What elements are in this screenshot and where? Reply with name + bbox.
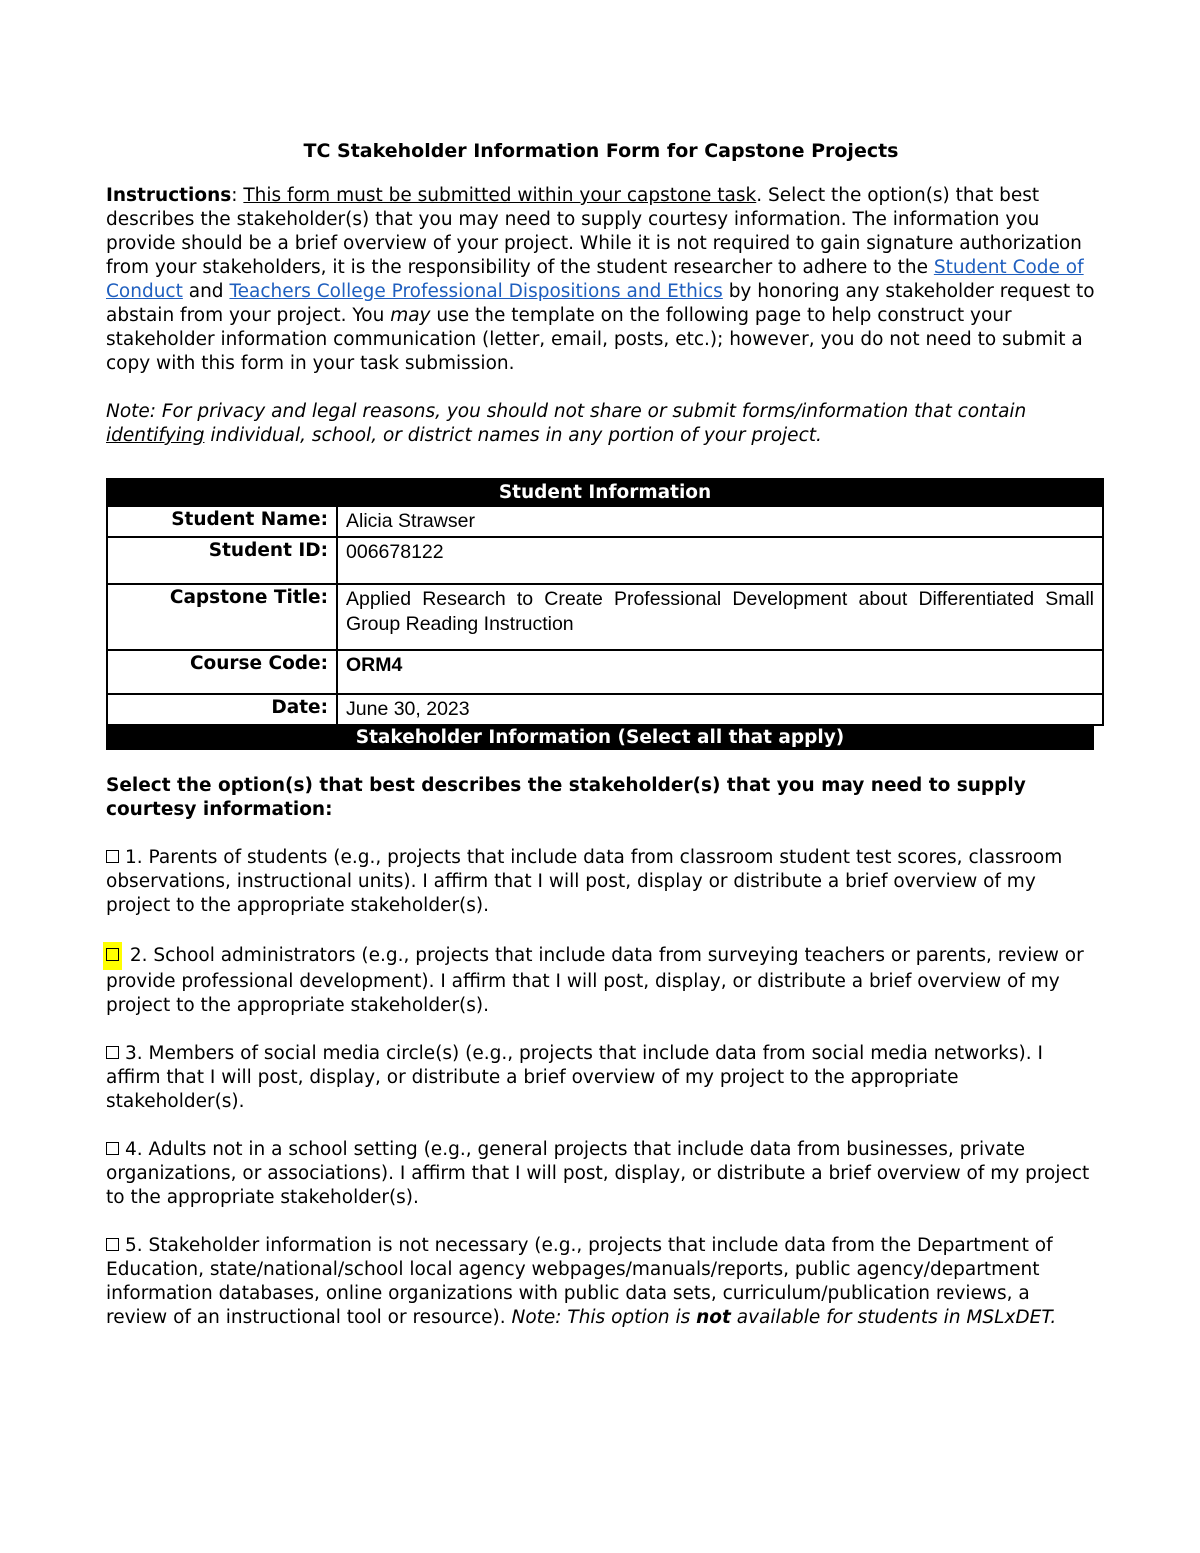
- stakeholder-info-header: Stakeholder Information (Select all that apply): [106, 726, 1094, 750]
- option-1: [106, 846, 1096, 918]
- table-header-row: [107, 479, 1103, 506]
- option-5: [106, 1234, 1096, 1330]
- instructions-text-1: . Select the option(s) that best describes the stakeholder(s) that you may need to supply courtesy information. The information you provide should be a brief overview of your project. While it is not required to gain signature authorization from your stakeholders, it is the responsibility of the student researcher to adhere to the: [106, 185, 1082, 278]
- checkbox-option-4[interactable]: [106, 1142, 119, 1155]
- course-code-value: ORM4: [337, 650, 1103, 694]
- form-page: [106, 140, 1096, 1349]
- student-info-header: Student Information: [107, 479, 1103, 506]
- checkbox-option-2[interactable]: [106, 948, 119, 961]
- option-5-note-1: Note: This option is: [511, 1307, 697, 1328]
- student-id-label: Student ID:: [107, 537, 337, 584]
- select-heading: Select the option(s) that best describes the stakeholder(s) that you may need to supply courtesy information:: [106, 775, 1026, 820]
- date-value: June 30, 2023: [337, 694, 1103, 725]
- checkbox-option-1[interactable]: [106, 850, 119, 863]
- student-name-label: Student Name:: [107, 506, 337, 537]
- page-title: TC Stakeholder Information Form for Capstone Projects: [303, 140, 899, 162]
- instructions-label: Instructions: [106, 185, 232, 206]
- instructions-text-2: by honoring any stakeholder request to abstain from your project. You: [106, 281, 1095, 326]
- checkbox-option-5[interactable]: [106, 1238, 119, 1251]
- option-2-text: 2. School administrators (e.g., projects that include data from surveying teachers or parents, review or provide professional development). I affirm that I will post, display, or distribute a brief overview of my project to the appropriate stakeholder(s).: [106, 945, 1084, 1016]
- instructions-text-3: use the template on the following page to help construct your stakeholder information communication (letter, email, posts, etc.); however, you do not need to submit a copy with this form in your task submission.: [106, 305, 1083, 374]
- option-5-note-bold: not: [696, 1307, 731, 1328]
- note-underlined: identifying: [106, 425, 205, 446]
- option-5-note-2: available for students in MSLxDET.: [730, 1307, 1057, 1328]
- note-text-1: Note: For privacy and legal reasons, you should not share or submit forms/information that contain: [106, 401, 1027, 422]
- option-2: [106, 942, 1096, 1018]
- table-row: [107, 584, 1103, 650]
- course-code-label: Course Code:: [107, 650, 337, 694]
- capstone-title-value: Applied Research to Create Professional Development about Differentiated Small Group Reading Instruction: [337, 584, 1103, 650]
- date-label: Date:: [107, 694, 337, 725]
- table-row: [107, 694, 1103, 725]
- option-1-text: 1. Parents of students (e.g., projects that include data from classroom student test scores, classroom observations, instructional units). I affirm that I will post, display or distribute a brief overview of my project to the appropriate stakeholder(s).: [106, 847, 1063, 916]
- note-text-2: individual, school, or district names in any portion of your project.: [204, 425, 822, 446]
- instructions-paragraph: [106, 184, 1096, 376]
- student-id-value: 006678122: [337, 537, 1103, 584]
- instructions-colon: :: [231, 185, 244, 206]
- instructions-may: may: [390, 305, 431, 326]
- student-name-value: Alicia Strawser: [337, 506, 1103, 537]
- option-3: [106, 1042, 1096, 1114]
- student-info-table: [106, 478, 1104, 726]
- option-3-text: 3. Members of social media circle(s) (e.g., projects that include data from social media networks). I affirm that I will post, display, or distribute a brief overview of my project to the appropriate stakeholder(s).: [106, 1043, 1043, 1112]
- option-4-text: 4. Adults not in a school setting (e.g., general projects that include data from businesses, private organizations, or associations). I affirm that I will post, display, or distribute a brief overview of my project to the appropriate stakeholder(s).: [106, 1139, 1090, 1208]
- instructions-underlined: This form must be submitted within your capstone task: [243, 185, 757, 206]
- student-code-link[interactable]: Student Code of Conduct: [106, 257, 1084, 302]
- option-4: [106, 1138, 1096, 1210]
- ethics-link[interactable]: Teachers College Professional Dispositions and Ethics: [229, 281, 723, 302]
- table-row: [107, 537, 1103, 584]
- highlight-mark: [103, 942, 122, 970]
- capstone-title-label: Capstone Title:: [107, 584, 337, 650]
- table-row: [107, 506, 1103, 537]
- table-row: [107, 650, 1103, 694]
- privacy-note: [106, 400, 1096, 448]
- checkbox-option-3[interactable]: [106, 1046, 119, 1059]
- option-5-text: 5. Stakeholder information is not necessary (e.g., projects that include data from the Department of Education, state/national/school local agency webpages/manuals/reports, public agency/department information databases, online organizations with public data sets, curriculum/publication reviews, a review of an instructional tool or resource).: [106, 1235, 1053, 1328]
- instructions-and: and: [182, 281, 230, 302]
